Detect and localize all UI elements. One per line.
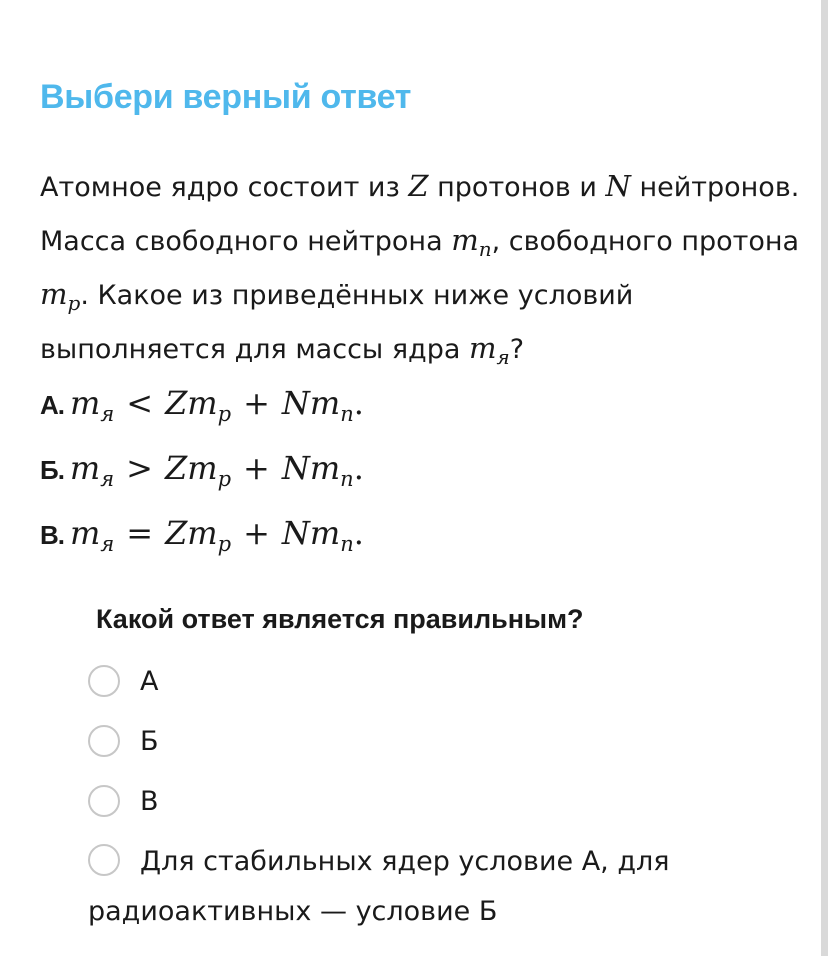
task-heading: Выбери верный ответ xyxy=(40,78,412,116)
scrollbar[interactable] xyxy=(821,0,828,956)
answer-label: В xyxy=(140,785,159,817)
answer-prompt: Какой ответ является правильным? xyxy=(96,604,584,634)
var-z: Z xyxy=(408,169,429,203)
var-n: N xyxy=(605,169,631,203)
option-formula: $m_я > Zm_p + Nm_n$. xyxy=(69,449,364,491)
option-c xyxy=(40,514,364,556)
radio-button[interactable] xyxy=(88,665,120,697)
answer-label: Б xyxy=(140,725,159,757)
question-text: Атомное ядро состоит из Z протонов и N нейтронов. Масса свободного нейтрона $m_n$, свободного протона $m_p$. Какое из приведённых ниже условий выполняется для массы ядра $m_я$? xyxy=(40,169,800,369)
radio-button[interactable] xyxy=(88,844,120,876)
var-mp: $m_p$ xyxy=(40,277,81,315)
answer-label: Для стабильных ядер условие А, для радиоактивных — условие Б xyxy=(88,846,670,927)
answer-label: А xyxy=(140,665,159,697)
var-mn: $m_n$ xyxy=(451,223,492,261)
var-mya: $m_я$ xyxy=(469,331,510,369)
answer-option-a[interactable] xyxy=(88,665,158,697)
answer-option-b[interactable] xyxy=(88,725,159,757)
option-b xyxy=(40,449,364,491)
option-a xyxy=(40,384,364,426)
answer-option-d[interactable] xyxy=(88,837,788,937)
option-formula: $m_я < Zm_p + Nm_n$. xyxy=(70,384,364,426)
radio-button[interactable] xyxy=(88,725,120,757)
option-letter: В. xyxy=(40,520,64,550)
option-formula: $m_я = Zm_p + Nm_n$. xyxy=(70,514,364,556)
radio-button[interactable] xyxy=(88,785,120,817)
option-letter: Б. xyxy=(40,455,64,485)
answer-option-c[interactable] xyxy=(88,785,159,817)
option-letter: А. xyxy=(40,390,64,420)
